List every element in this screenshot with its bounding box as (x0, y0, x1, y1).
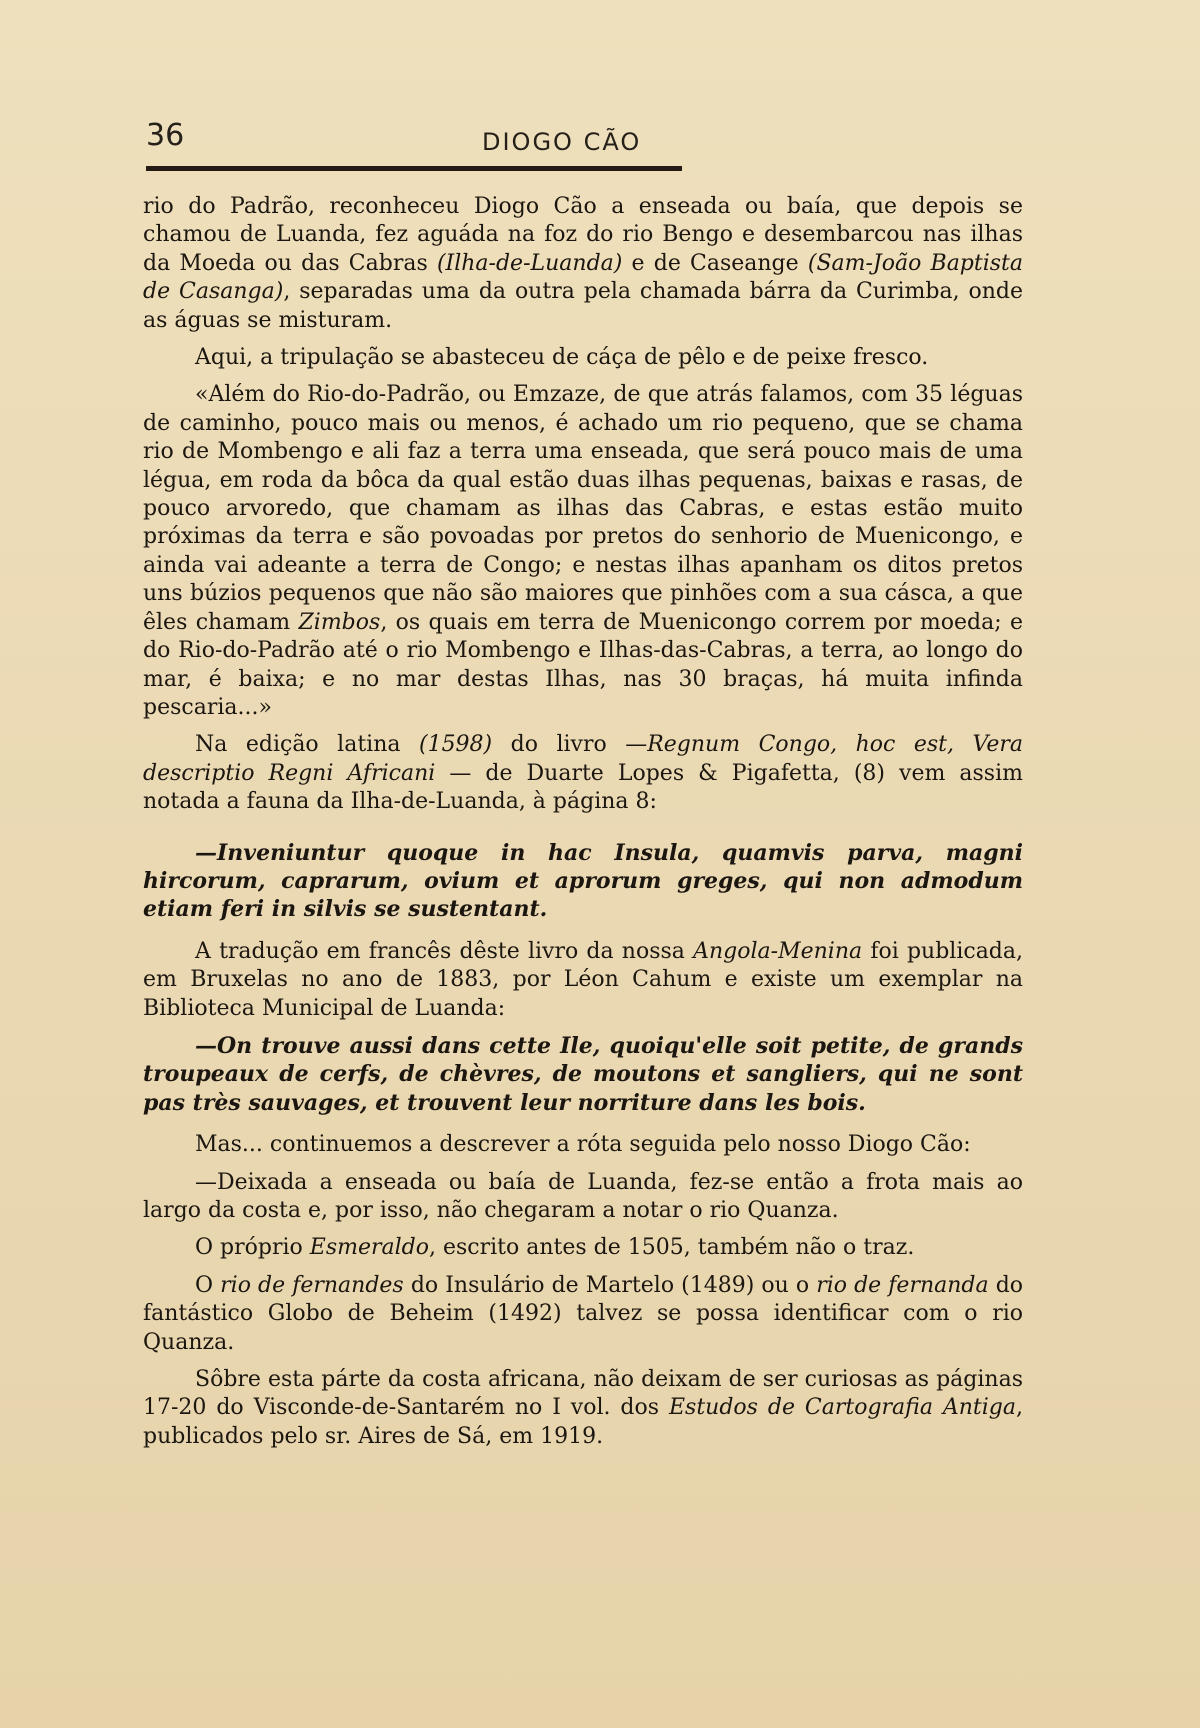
paragraph-5: A tradução em francês dêste livro da nossa Angola-Menina foi publicada, em Bruxelas no ano de 1883, por Léon Cahum e existe um exemplar na Biblioteca Municipal de Luanda: (143, 938, 1023, 1021)
paragraph-9: O rio de fernandes do Insulário de Martelo (1489) ou o rio de fernanda do fantástico Globo de Beheim (1492) talvez se possa identificar com o rio Quanza. (143, 1272, 1024, 1355)
latin-quote: —Inveniuntur quoque in hac Insula, quamvis parva, magni hircorum, caprarum, ovium et aprorum greges, qui non admodum etiam feri in silvis se sustentant. (143, 839, 1023, 923)
paragraph-10: Sôbre esta párte da costa africana, não deixam de ser curiosas as páginas 17-20 do Visconde-de-Santarém no I vol. dos Estudos de Cartografia Antiga, publicados pelo sr. Aires de Sá, em 1919. (143, 1367, 1023, 1449)
paragraph-8: O próprio Esmeraldo, escrito antes de 1505, também não o traz. (195, 1235, 915, 1261)
header-rule (146, 166, 682, 171)
page-header (146, 118, 682, 162)
paragraph-6: Mas... continuemos a descrever a róta seguida pelo nosso Diogo Cão: (195, 1132, 971, 1158)
page-number: 36 (146, 118, 185, 153)
paragraph-4: Na edição latina (1598) do livro —Regnum Congo, hoc est, Vera descriptio Regni Africani — de Duarte Lopes & Pigafetta, (8) vem assim notada a fauna da Ilha-de-Luanda, à página 8: (143, 732, 1024, 815)
french-quote: —On trouve aussi dans cette Ile, quoiqu'elle soit petite, de grands troupeaux de cerfs, de chèvres, de moutons et sangliers, qui ne sont pas très sauvages, et trouvent leur norriture dans les bois. (143, 1032, 1023, 1116)
paragraph-3-quote: «Além do Rio-do-Padrão, ou Emzaze, de que atrás falamos, com 35 léguas de caminho, pouco mais ou menos, é achado um rio pequeno, que se chama rio de Mombengo e ali faz a terra uma enseada, que será pouco mais de uma légua, em roda da bôca da qual estão duas ilhas pequenas, baixas e rasas, de pouco arvoredo, que chamam as ilhas das Cabras, e estas estão muito próximas da terra e são povoadas por pretos do senhorio de Muenicongo, e ainda vai adeante a terra de Congo; e nestas ilhas apanham os ditos pretos uns búzios pequenos que não são maiores que pinhões com a sua cásca, a que êles chamam Zimbos, os quais em terra de Muenicongo correm por moeda; e do Rio-do-Padrão até o rio Mombengo e Ilhas-das-Cabras, a terra, ao longo do mar, é baixa; e no mar destas Ilhas, nas 30 braças, há muita infinda pescaria...» (143, 382, 1023, 720)
paragraph-1: rio do Padrão, reconheceu Diogo Cão a enseada ou baía, que depois se chamou de Luanda, fez aguáda na foz do rio Bengo e desembarcou nas ilhas da Moeda ou das Cabras (Ilha-de-Luanda) e de Caseange (Sam-João Baptista de Casanga), separadas uma da outra pela chamada bárra da Curimba, onde as águas se misturam. (143, 194, 1024, 333)
paragraph-2: Aqui, a tripulação se abasteceu de cáça de pêlo e de peixe fresco. (195, 345, 929, 371)
running-title: DIOGO CÃO (482, 128, 642, 156)
body-text (143, 193, 1023, 1460)
paragraph-7: —Deixada a enseada ou baía de Luanda, fez-se então a frota mais ao largo da costa e, por isso, não chegaram a notar o rio Quanza. (143, 1169, 1023, 1223)
